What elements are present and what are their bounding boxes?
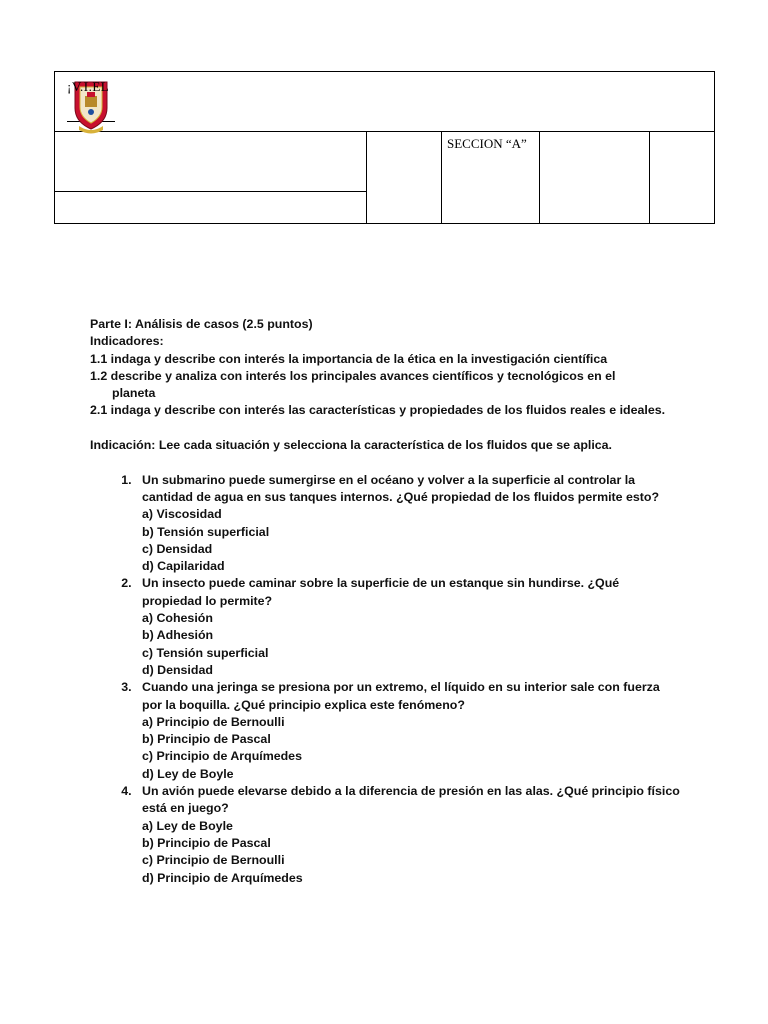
answer-option: c) Densidad [142,541,213,556]
question-item [135,783,680,887]
header-divider-top [55,131,714,132]
indicator-1-2: 1.2 describe y analiza con interés los principales avances científicos y tecnológicos en el [90,368,616,383]
answer-option: b) Adhesión [142,628,214,643]
answer-option: a) Cohesión [142,611,213,626]
question-item [135,575,680,679]
question-text: Un insecto puede caminar sobre la superficie de un estanque sin hundirse. ¿Qué propiedad lo permite? [142,576,620,608]
answer-option: c) Principio de Arquímedes [142,749,302,764]
answer-option: c) Principio de Bernoulli [142,853,285,868]
answer-option: a) Principio de Bernoulli [142,714,285,729]
indicator-2-1: 2.1 indaga y describe con interés las características y propiedades de los fluidos reales e ideales. [90,403,666,418]
answer-option: c) Tensión superficial [142,645,269,660]
header-column-line-3 [539,131,540,223]
answer-option: d) Densidad [142,662,213,677]
instruction: Indicación: Lee cada situación y selecciona la característica de los fluidos que se aplica. [90,438,612,453]
indicators-label: Indicadores: [90,334,164,349]
question-text: Cuando una jeringa se presiona por un extremo, el líquido en su interior sale con fuerza por la boquilla. ¿Qué principio explica este fenómeno? [142,680,660,712]
header-column-line-2 [441,131,442,223]
question-item [135,679,680,783]
answer-option: b) Principio de Pascal [142,732,271,747]
answer-option: a) Ley de Boyle [142,818,233,833]
answer-option: b) Tensión superficial [142,524,270,539]
answer-option: d) Principio de Arquímedes [142,870,303,885]
question-list [90,472,680,887]
indicator-1-1: 1.1 indaga y describe con interés la importancia de la ética en la investigación científica [90,351,608,366]
header-column-line-4 [649,131,650,223]
answer-option: a) Viscosidad [142,507,222,522]
indicator-1-2-continuation: planeta [112,386,156,401]
header-column-line-1 [366,131,367,223]
section-label: SECCION “A” [447,136,527,151]
answer-option: d) Capilaridad [142,559,225,574]
header-divider-left [55,191,366,192]
exam-content [90,316,680,887]
answer-option: b) Principio de Pascal [142,835,271,850]
part-title: Parte I: Análisis de casos (2.5 puntos) [90,317,313,331]
question-item [135,472,680,576]
school-motto: ¡V.I.EL [67,79,110,94]
question-text: Un submarino puede sumergirse en el océano y volver a la superficie al controlar la cantidad de agua en sus tanques internos. ¿Qué propiedad de los fluidos permite esto? [142,472,660,504]
question-text: Un avión puede elevarse debido a la diferencia de presión en las alas. ¿Qué principio físico está en juego? [142,784,680,816]
header-table [54,71,715,224]
answer-option: d) Ley de Boyle [142,766,234,781]
